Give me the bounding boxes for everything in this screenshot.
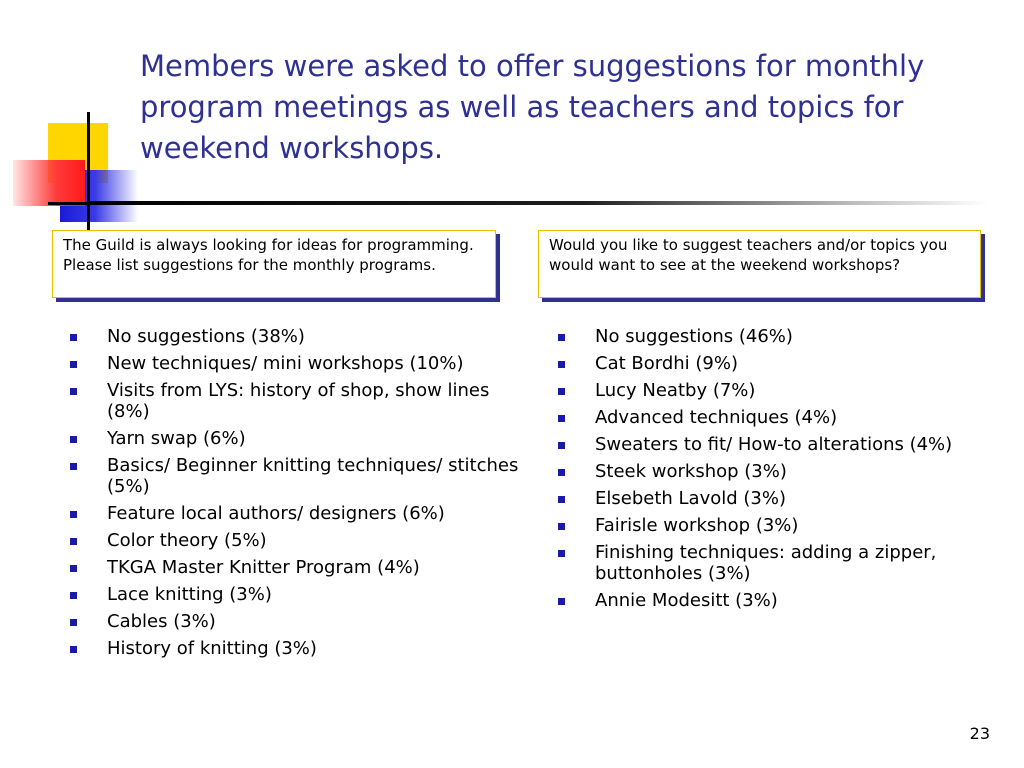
list-item-text: Sweaters to fit/ How-to alterations (4%) <box>595 434 953 455</box>
slide-title: Members were asked to offer suggestions for monthly program meetings as well as teachers and topics for weekend workshops. <box>140 49 925 165</box>
list-item-text: Advanced techniques (4%) <box>595 407 838 428</box>
square-bullet-icon <box>558 415 565 422</box>
square-bullet-icon <box>558 550 565 557</box>
list-item <box>70 638 530 659</box>
list-item-text: TKGA Master Knitter Program (4%) <box>107 557 420 578</box>
square-bullet-icon <box>70 538 77 545</box>
square-bullet-icon <box>558 388 565 395</box>
square-bullet-icon <box>70 565 77 572</box>
list-item <box>70 503 530 524</box>
list-item <box>70 455 530 497</box>
square-bullet-icon <box>70 646 77 653</box>
list-item-text: Cables (3%) <box>107 611 216 632</box>
square-bullet-icon <box>70 619 77 626</box>
square-bullet-icon <box>70 463 77 470</box>
list-item <box>70 428 530 449</box>
list-item <box>70 530 530 551</box>
square-bullet-icon <box>70 436 77 443</box>
square-bullet-icon <box>70 334 77 341</box>
left-suggestions-list <box>70 326 530 665</box>
list-item <box>70 326 530 347</box>
list-item-text: Visits from LYS: history of shop, show lines (8%) <box>107 380 490 422</box>
list-item <box>558 590 978 611</box>
square-bullet-icon <box>558 496 565 503</box>
list-item-text: No suggestions (38%) <box>107 326 305 347</box>
list-item-text: Cat Bordhi (9%) <box>595 353 738 374</box>
title-divider <box>88 201 988 205</box>
slide-logo-squares <box>0 0 140 230</box>
page-number: 23 <box>969 724 990 743</box>
list-item-text: No suggestions (46%) <box>595 326 793 347</box>
list-item <box>558 407 978 428</box>
list-item-text: Steek workshop (3%) <box>595 461 787 482</box>
list-item <box>70 557 530 578</box>
list-item-text: Feature local authors/ designers (6%) <box>107 503 445 524</box>
list-item <box>558 542 978 584</box>
list-item <box>558 380 978 401</box>
list-item <box>558 353 978 374</box>
list-item-text: Elsebeth Lavold (3%) <box>595 488 786 509</box>
list-item-text: Color theory (5%) <box>107 530 267 551</box>
square-bullet-icon <box>70 511 77 518</box>
list-item-text: Finishing techniques: adding a zipper, buttonholes (3%) <box>595 542 937 584</box>
list-item-text: Lucy Neatby (7%) <box>595 380 756 401</box>
list-item-text: Yarn swap (6%) <box>107 428 246 449</box>
list-item-text: History of knitting (3%) <box>107 638 317 659</box>
list-item <box>70 584 530 605</box>
list-item <box>558 488 978 509</box>
right-suggestions-list <box>558 326 978 617</box>
square-bullet-icon <box>558 523 565 530</box>
square-bullet-icon <box>558 334 565 341</box>
square-bullet-icon <box>70 361 77 368</box>
list-item <box>70 611 530 632</box>
right-question-box: Would you like to suggest teachers and/or topics you would want to see at the weekend workshops? <box>538 230 981 298</box>
list-item <box>558 515 978 536</box>
square-bullet-icon <box>558 361 565 368</box>
list-item <box>558 434 978 455</box>
square-bullet-icon <box>70 592 77 599</box>
list-item <box>70 380 530 422</box>
red-square <box>13 160 85 206</box>
list-item-text: Fairisle workshop (3%) <box>595 515 799 536</box>
square-bullet-icon <box>558 598 565 605</box>
list-item <box>558 461 978 482</box>
list-item-text: New techniques/ mini workshops (10%) <box>107 353 464 374</box>
logo-vertical-line <box>87 112 90 230</box>
list-item <box>70 353 530 374</box>
square-bullet-icon <box>558 442 565 449</box>
list-item <box>558 326 978 347</box>
list-item-text: Annie Modesitt (3%) <box>595 590 778 611</box>
list-item-text: Basics/ Beginner knitting techniques/ stitches (5%) <box>107 455 519 497</box>
square-bullet-icon <box>70 388 77 395</box>
square-bullet-icon <box>558 469 565 476</box>
left-question-box: The Guild is always looking for ideas for programming. Please list suggestions for the monthly programs. <box>52 230 496 298</box>
list-item-text: Lace knitting (3%) <box>107 584 272 605</box>
